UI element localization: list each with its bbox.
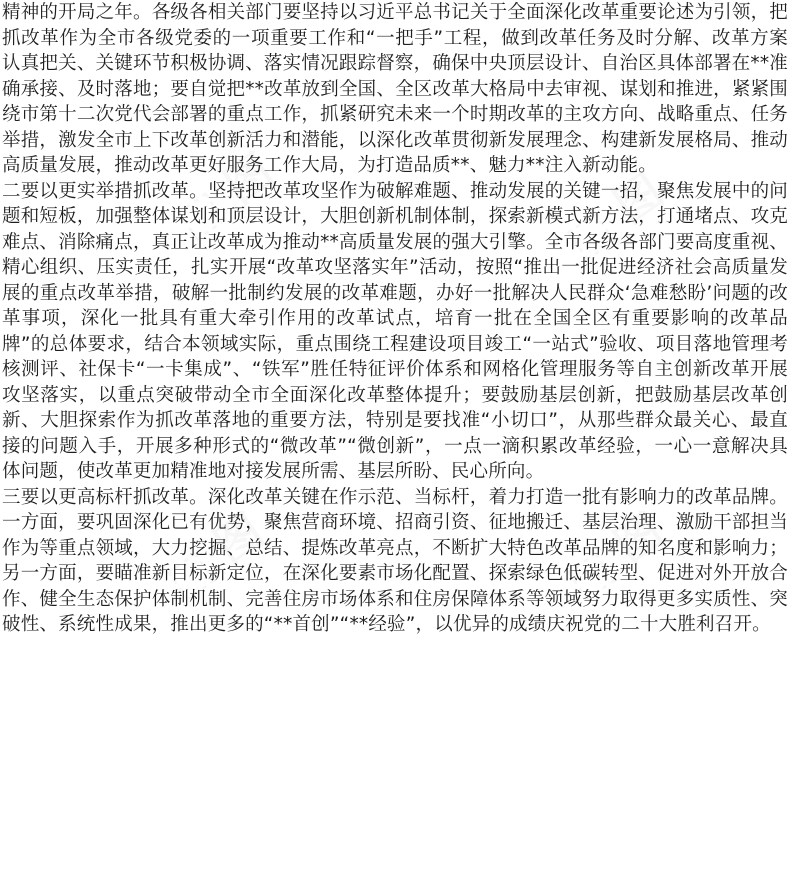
paragraph-intro: 精神的开局之年。各级各相关部门要坚持以习近平总书记关于全面深化改革重要论述为引领，把抓改革作为全市各级党委的一项重要工作和“一把手”工程，做到改革任务及时分解、改革方案认真把关、关键环节积极协调、落实情况跟踪督察，确保中央顶层设计、自治区具体部署在**准确承接、及时落地；要自觉把**改革放到全国、全区改革大格局中去审视、谋划和推进，紧紧围绕市第十二次党代会部署的重点工作，抓紧研究未来一个时期改革的主攻方向、战略重点、任务举措，激发全市上下改革创新活力和潜能，以深化改革贯彻新发展理念、构建新发展格局、推动高质量发展，推动改革更好服务工作大局，为打造品质**、魅力**注入新动能。 [2, 2, 788, 176]
watermark: ⬚ 图 [555, 503, 674, 608]
watermark: ⬚ 图 [155, 503, 274, 608]
paragraph-point-two: 二要以更实举措抓改革。坚持把改革攻坚作为破解难题、推动发展的关键一招，聚焦发展中的问题和短板，加强整体谋划和顶层设计，大胆创新机制体制，探索新模式新方法，打通堵点、攻克难点、消除痛点，真正让改革成为推动**高质量发展的强大引擎。全市各级各部门要高度重视、精心组织、压实责任，扎实开展“改革攻坚落实年”活动，按照“推出一批促进经济社会高质量发展的重点改革举措，破解一批制约发展的改革难题，办好一批解决人民群众‘急难愁盼’问题的改革事项，深化一批具有重大牵引作用的改革试点，培育一批在全国全区有重要影响的改革品牌”的总体要求，结合本领域实际，重点围绕工程建设项目竣工“一站式”验收、项目落地管理考核测评、社保卡“一卡集成”、“铁军”胜任特征评价体系和网格化管理服务等自主创新改革开展攻坚落实，以重点突破带动全市全面深化改革整体提升；要鼓励基层创新，把鼓励基层改革创新、大胆探索作为抓改革落地的重要方法，特别是要找准“小切口”，从那些群众最关心、最直接的问题入手，开展多种形式的“微改革”“微创新”，一点一滴积累改革经验，一心一意解决具体问题，使改革更加精准地对接发展所需、基层所盼、民心所向。 [2, 180, 788, 482]
paragraph-point-three: 三要以更高标杆抓改革。深化改革关键在作示范、当标杆，着力打造一批有影响力的改革品牌。一方面，要巩固深化已有优势，聚焦营商环境、招商引资、征地搬迁、基层治理、激励干部担当作为等重点领域，大力挖掘、总结、提炼改革亮点，不断扩大特色改革品牌的知名度和影响力；另一方面，要瞄准新目标新定位，在深化要素市场化配置、探索绿色低碳转型、促进对外开放合作、健全生态保护体制机制、完善住房市场体系和住房保障体系等领域努力取得更多实质性、突破性、系统性成果，推出更多的“**首创”“**经验”，以优异的成绩庆祝党的二十大胜利召开。 [2, 486, 788, 635]
watermark: ⬚ 图 [165, 143, 284, 248]
watermark: ⬚ 图 [555, 163, 674, 268]
